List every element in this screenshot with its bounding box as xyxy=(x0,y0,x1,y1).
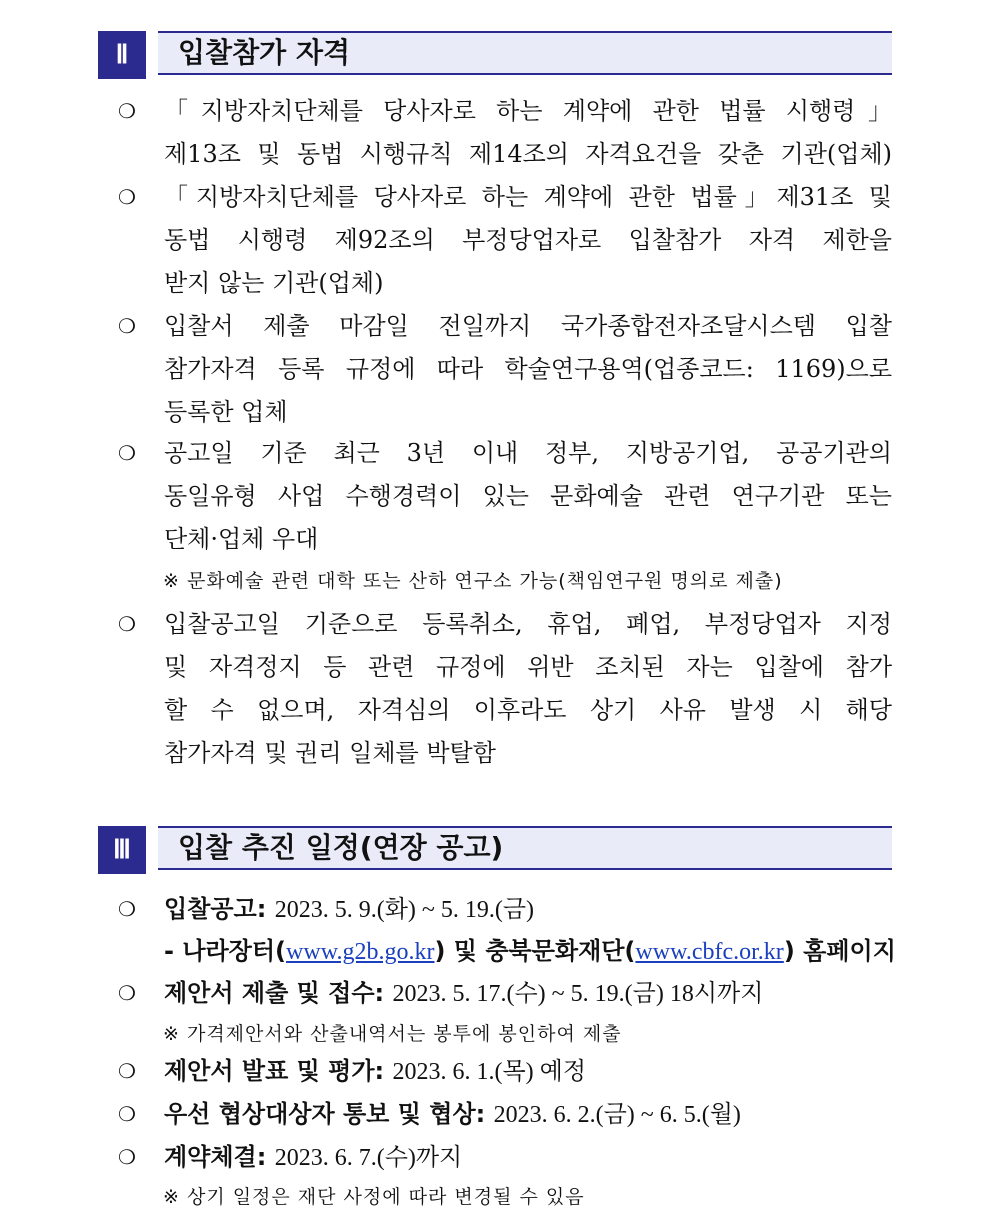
circle-bullet-icon: ❍ xyxy=(118,441,136,465)
site-prefix: - 나라장터( xyxy=(164,937,287,965)
circle-bullet-icon: ❍ xyxy=(118,612,136,636)
schedule-value: 2023. 5. 9.(화) ~ 5. 19.(금) xyxy=(274,897,535,923)
item-line: 등록한 업체 xyxy=(164,398,288,426)
circle-bullet-icon: ❍ xyxy=(118,314,136,338)
item-line: 동일유형 사업 수행경력이 있는 문화예술 관련 연구기관 또는 xyxy=(164,482,892,510)
note: ※ 가격제안서와 산출내역서는 봉투에 봉인하여 제출 xyxy=(163,1023,622,1045)
schedule-line xyxy=(164,972,892,1015)
schedule-label: 우선 협상대상자 통보 및 협상: xyxy=(164,1100,494,1128)
schedule-line xyxy=(164,888,892,931)
section-title: 입찰 추진 일정(연장 공고) xyxy=(158,826,892,870)
item-line: 받지 않는 기관(업체) xyxy=(164,269,384,297)
item-line: 및 자격정지 등 관련 규정에 위반 조치된 자는 입찰에 참가 xyxy=(164,653,892,681)
section-number: Ⅲ xyxy=(98,826,146,874)
site-line xyxy=(164,930,896,973)
g2b-link[interactable]: www.g2b.go.kr xyxy=(286,939,435,965)
cbfc-link[interactable]: www.cbfc.or.kr xyxy=(635,939,784,965)
item-line: 「지방자치단체를 당사자로 하는 계약에 관한 법률」제31조 및 xyxy=(164,183,892,211)
circle-bullet-icon: ❍ xyxy=(118,99,136,123)
schedule-value: 2023. 5. 17.(수) ~ 5. 19.(금) 18시까지 xyxy=(392,981,764,1007)
site-middle: ) 및 충북문화재단( xyxy=(434,937,636,965)
schedule-line xyxy=(164,1093,892,1136)
item-line: 단체·업체 우대 xyxy=(164,525,319,553)
circle-bullet-icon: ❍ xyxy=(118,185,136,209)
item-line: 참가자격 및 권리 일체를 박탈함 xyxy=(164,739,496,767)
item-line: 참가자격 등록 규정에 따라 학술연구용역(업종코드: 1169)으로 xyxy=(164,355,892,383)
schedule-label: 계약체결: xyxy=(164,1143,275,1171)
section-title: 입찰참가 자격 xyxy=(158,31,892,75)
note: ※ 문화예술 관련 대학 또는 산하 연구소 가능(책임연구원 명의로 제출) xyxy=(163,570,783,592)
circle-bullet-icon: ❍ xyxy=(118,1145,136,1169)
note: ※ 상기 일정은 재단 사정에 따라 변경될 수 있음 xyxy=(163,1186,585,1208)
schedule-label: 입찰공고: xyxy=(164,895,275,923)
item-line: 입찰공고일 기준으로 등록취소, 휴업, 폐업, 부정당업자 지정 xyxy=(164,610,892,638)
schedule-value: 2023. 6. 1.(목) 예정 xyxy=(392,1059,587,1085)
circle-bullet-icon: ❍ xyxy=(118,981,136,1005)
item-line: 제13조 및 동법 시행규칙 제14조의 자격요건을 갖춘 기관(업체) xyxy=(164,140,892,168)
section-header-2 xyxy=(98,31,892,79)
circle-bullet-icon: ❍ xyxy=(118,1059,136,1083)
item-line: 동법 시행령 제92조의 부정당업자로 입찰참가 자격 제한을 xyxy=(164,226,892,254)
schedule-value: 2023. 6. 2.(금) ~ 6. 5.(월) xyxy=(493,1102,741,1128)
item-line: 공고일 기준 최근 3년 이내 정부, 지방공기업, 공공기관의 xyxy=(164,439,892,467)
schedule-line xyxy=(164,1050,892,1093)
schedule-value: 2023. 6. 7.(수)까지 xyxy=(274,1145,463,1171)
item-line: 입찰서 제출 마감일 전일까지 국가종합전자조달시스템 입찰 xyxy=(164,312,892,340)
circle-bullet-icon: ❍ xyxy=(118,897,136,921)
schedule-label: 제안서 제출 및 접수: xyxy=(164,979,393,1007)
schedule-line xyxy=(164,1136,892,1179)
schedule-label: 제안서 발표 및 평가: xyxy=(164,1057,393,1085)
site-suffix: ) 홈페이지 xyxy=(783,937,896,965)
circle-bullet-icon: ❍ xyxy=(118,1102,136,1126)
item-line: 할 수 없으며, 자격심의 이후라도 상기 사유 발생 시 해당 xyxy=(164,696,892,724)
item-line: 「지방자치단체를 당사자로 하는 계약에 관한 법률 시행령」 xyxy=(164,97,892,125)
section-header-3 xyxy=(98,826,892,874)
section-number: Ⅱ xyxy=(98,31,146,79)
